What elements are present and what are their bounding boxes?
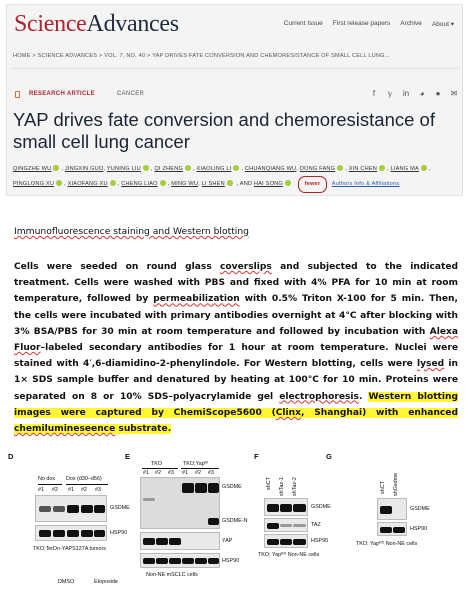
divider: [13, 68, 458, 69]
blot-hsp90-g: [377, 522, 407, 536]
lane-label: #1: [143, 470, 149, 476]
blot-gsdme-f: [264, 498, 308, 516]
orcid-icon[interactable]: [185, 165, 191, 171]
f-label-taz: TAZ: [311, 522, 321, 528]
f-label-gsdme: GSDME: [311, 504, 331, 510]
article-meta: [13, 90, 458, 102]
orcid-icon[interactable]: [110, 180, 116, 186]
d-group2-label: Dox (d30–d56): [66, 476, 102, 482]
e-group2-label: TKO;Yapᴷᴵ: [183, 461, 208, 467]
blot-hsp90-e: [140, 553, 220, 568]
nav-archive[interactable]: Archive: [400, 20, 422, 27]
facebook-icon[interactable]: f: [372, 89, 376, 98]
orcid-icon[interactable]: [160, 180, 166, 186]
wechat-icon[interactable]: ●: [435, 89, 441, 98]
lane-label: #1: [68, 487, 74, 493]
article-title: YAP drives fate conversion and chemoresistance of small cell lung cancer: [13, 109, 435, 152]
blot-hsp90-f: [264, 534, 308, 548]
orcid-icon[interactable]: [56, 180, 62, 186]
panel-label-f: F: [254, 452, 259, 461]
blot-gsdme-e: [140, 477, 220, 529]
author-link[interactable]: XIAOLING LI: [196, 166, 232, 172]
f-caption: TKO; Yapᴷᴼ Non-NE cells: [258, 552, 320, 558]
panel-label-g: G: [326, 452, 332, 461]
lane-label: #3: [168, 470, 174, 476]
nav-current-issue[interactable]: Current Issue: [283, 20, 323, 27]
lane-label: shGsdme: [393, 472, 399, 496]
lock-icon: [15, 91, 20, 98]
blot-gsdme: [35, 495, 107, 522]
orcid-icon[interactable]: [285, 180, 291, 186]
lane-label: #1: [38, 487, 44, 493]
share-icons: [370, 90, 458, 98]
e-label-gsdme: GSDME: [222, 484, 242, 490]
email-icon[interactable]: ✉: [450, 89, 458, 98]
author-link[interactable]: PINGLONG XU: [13, 181, 55, 187]
top-bar: [7, 5, 462, 41]
orcid-icon[interactable]: [233, 165, 239, 171]
panel-label-d: D: [8, 452, 14, 461]
author-link[interactable]: QI ZHENG: [154, 166, 184, 172]
d-label-gsdme: GSDME: [110, 505, 130, 511]
e-label-yap: YAP: [222, 538, 233, 544]
lane-label: #3: [208, 470, 214, 476]
e-label-gsdme-n: GSDME-N: [222, 518, 248, 524]
lane-label: shCT: [266, 477, 272, 490]
fewer-authors-button[interactable]: fewer: [298, 176, 328, 193]
western-blot-figure: [0, 448, 469, 592]
lane-label: #3: [95, 487, 101, 493]
article-header-card: [6, 4, 463, 196]
author-link[interactable]: XIAOFANG XU: [67, 181, 108, 187]
d-bottom-left: DMSO: [58, 579, 75, 585]
author-link[interactable]: LIANG MA: [390, 166, 419, 172]
d-caption: TKO;TetOn-YAPS127A tumors: [33, 546, 107, 552]
lane-label: #2: [155, 470, 161, 476]
lane-label: #2: [195, 470, 201, 476]
methods-heading: Immunofluorescence staining and Western blotting: [14, 226, 250, 237]
methods-paragraph: Cells were seeded on round glass coverslips and subjected to the indicated treatment. Cells were washed with PBS and fixed with 4% PFA for 10 min at room temperature, followed by permeabilization with 0.5% Triton X-100 for 5 min. Then, the cells were incubated with primary antibodies overnight at 4°C after blocking with 3% BSA/PBS for 30 min at room temperature and followed by incubation with Alexa Fluor–labeled secondary antibodies for 1 hour at room temperature. Nuclei were stained with 4′,6-diamidino-2-phenylindole. For Western blotting, cells were lysed in 1× SDS sample buffer and denatured by heating at 100°C for 10 min. Proteins were separated on 8 or 10% SDS–polyacrylamide gel electrophoresis. Western blotting images were captured by ChemiScope5600 (Clinx, Shanghai) with enhanced chemilumineseence substrate.: [14, 262, 458, 435]
orcid-icon[interactable]: [143, 165, 149, 171]
orcid-icon[interactable]: [379, 165, 385, 171]
author-link[interactable]: HAI SONG: [253, 181, 283, 187]
d-group1-label: No dox: [38, 476, 56, 482]
lane-label: #1: [182, 470, 188, 476]
nav-about[interactable]: About ▾: [431, 21, 454, 28]
author-link[interactable]: XIN CHEN: [348, 166, 378, 172]
author-link[interactable]: JINGXIN GUO: [64, 166, 104, 172]
article-type: RESEARCH ARTICLE: [29, 91, 95, 97]
lane-label: #2: [81, 487, 87, 493]
weibo-icon[interactable]: ◕: [419, 89, 425, 98]
blot-gsdme-g: [377, 498, 407, 520]
top-nav: [284, 20, 454, 28]
blot-hsp90: [35, 525, 107, 541]
panel-label-e: E: [125, 452, 131, 461]
blot-taz: [264, 518, 308, 532]
lane-label: shCT: [380, 481, 386, 494]
affiliations-link[interactable]: Authors Info & Affiliations: [331, 181, 400, 187]
orcid-icon[interactable]: [53, 165, 59, 171]
author-link[interactable]: YUNING LIU: [106, 166, 141, 172]
author-link[interactable]: CHUANQIANG WU: [244, 166, 297, 172]
g-caption: TKO; Yapᴷᴼ Non-NE cells: [356, 541, 418, 547]
breadcrumb[interactable]: HOME > SCIENCE ADVANCES > VOL. 7, NO. 40 > YAP DRIVES FATE CONVERSION AND CHEMORESISTANCE OF SMALL CELL LUNG...: [13, 53, 390, 59]
lane-label: #2: [52, 487, 58, 493]
author-link[interactable]: QINGZHE WU: [13, 166, 52, 172]
e-label-hsp90: HSP90: [222, 558, 240, 564]
f-label-hsp90: HSP90: [311, 538, 329, 544]
g-label-gsdme: GSDME: [410, 506, 430, 512]
g-label-hsp90: HSP90: [410, 526, 428, 532]
highlighted-text: Western blotting images were captured by ChemiScope5600 (Clinx, Shanghai) with enhanced chemilumineseence substrate.: [14, 391, 458, 435]
orcid-icon[interactable]: [421, 165, 427, 171]
orcid-icon[interactable]: [337, 165, 343, 171]
orcid-icon[interactable]: [227, 180, 233, 186]
article-subject[interactable]: CANCER: [117, 91, 145, 97]
e-group1-label: TKO: [151, 461, 163, 467]
twitter-icon[interactable]: 𝕪: [387, 89, 393, 98]
d-label-hsp90: HSP90: [110, 530, 128, 536]
author-link[interactable]: CHENG LIAO: [121, 181, 158, 187]
author-link[interactable]: DONG FANG: [299, 166, 336, 172]
nav-first-release[interactable]: First release papers: [332, 20, 391, 27]
author-link[interactable]: LI SHEN: [201, 181, 225, 187]
d-bottom-right: Etoposide: [94, 579, 118, 585]
lane-label: shTaz-1: [279, 477, 285, 496]
author-separator: , AND: [236, 181, 253, 187]
author-link[interactable]: MING WU: [171, 181, 199, 187]
author-list: QINGZHE WU , JINGXIN GUO, YUNING LIU , QI ZHENG , XIAOLING LI , CHUANQIANG WU, DONG FANG , XIN CHEN , LIANG MA , PINGLONG XU , XIAOFANG XU , CHENG LIAO , MING WU, LI SHEN , AND HAI SONG fewer Authors Info & Affiliations: [13, 163, 461, 193]
lane-label: shTaz-2: [292, 477, 298, 496]
e-caption: Non-NE mSCLC cells: [146, 572, 198, 578]
linkedin-icon[interactable]: in: [402, 89, 410, 98]
blot-yap: [140, 532, 220, 550]
site-logo[interactable]: ScienceAdvances: [14, 11, 179, 37]
